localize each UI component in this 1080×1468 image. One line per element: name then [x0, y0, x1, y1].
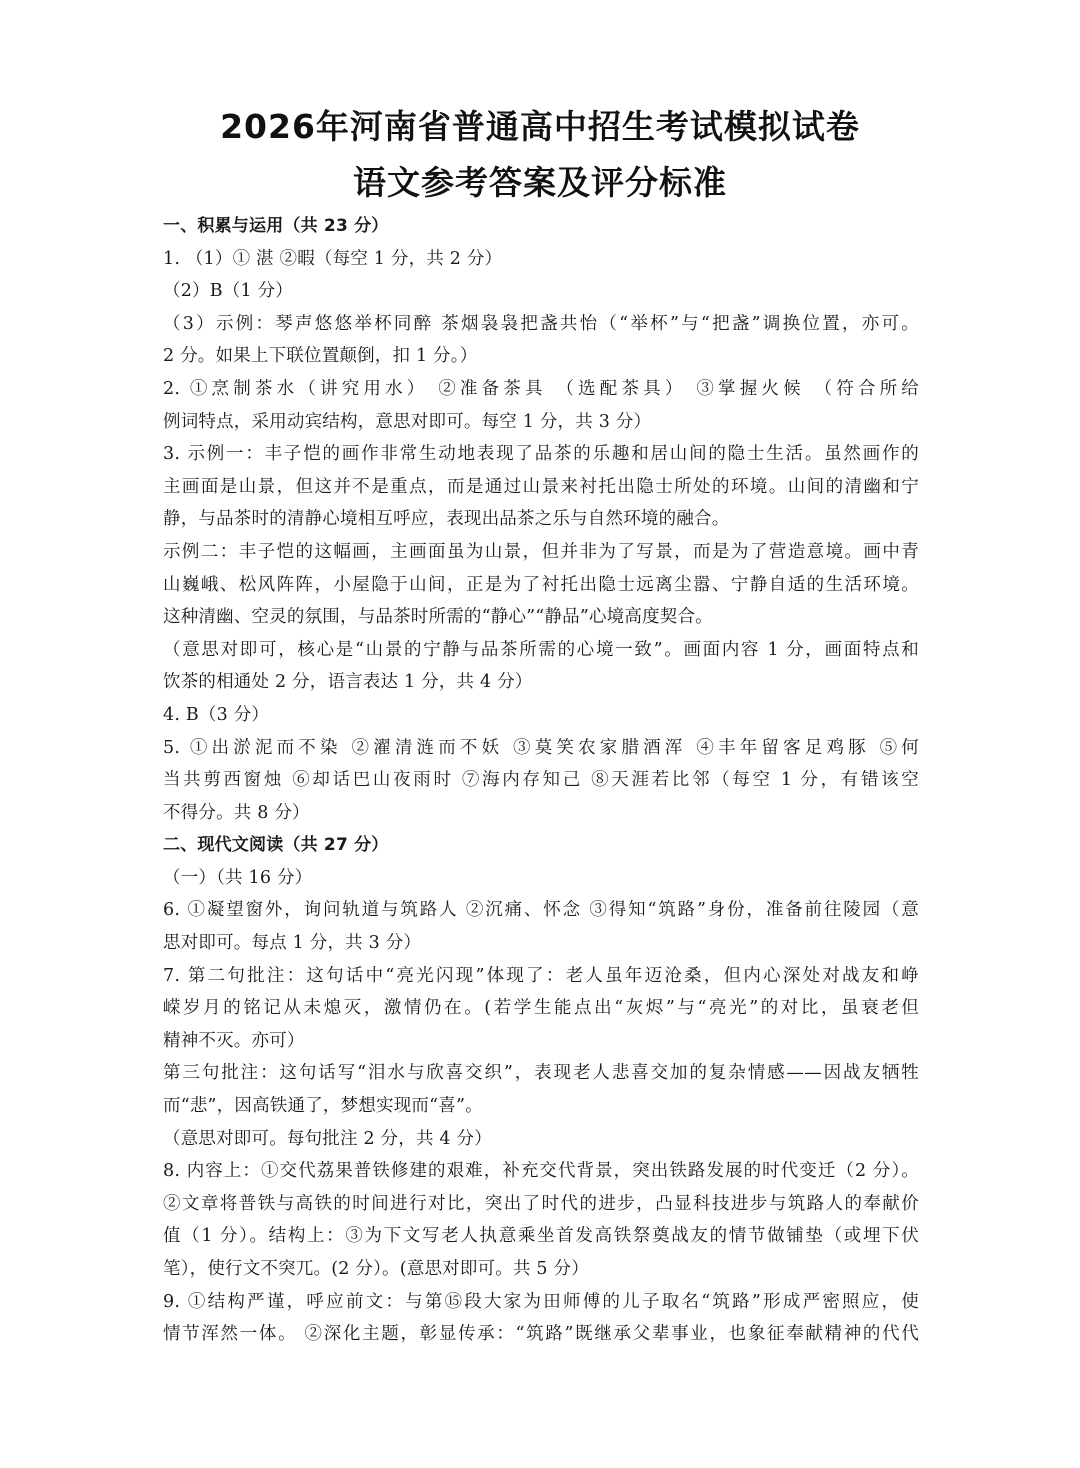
exam-title: 2026年河南省普通高中招生考试模拟试卷: [220, 107, 860, 146]
answer-line: 4. B（3 分）: [163, 704, 270, 725]
answer-line: 思对即可。每点 1 分，共 3 分）: [163, 933, 422, 954]
answer-line: 8. 内容上：①交代荔果普铁修建的艰难，补充交代背景，突出铁路发展的时代变迁（2 分）。: [163, 1161, 919, 1182]
answer-line: 7. 第二句批注：这句话中“亮光闪现”体现了：老人虽年迈沧桑，但内心深处对战友和峥: [163, 965, 919, 986]
answer-line: 情节浑然一体。 ②深化主题，彰显传承：“筑路”既继承父辈事业，也象征奉献精神的代代: [163, 1324, 919, 1345]
answer-line: 1. （1）① 湛 ②暇（每空 1 分，共 2 分）: [163, 248, 503, 269]
answer-line: ②文章将普铁与高铁的时间进行对比，突出了时代的进步，凸显科技进步与筑路人的奉献价: [163, 1193, 919, 1214]
answer-line: 精神不灭。亦可）: [163, 1030, 305, 1051]
answer-line: 嵘岁月的铭记从未熄灭，激情仍在。(若学生能点出“灰烬”与“亮光”的对比，虽衰老但: [163, 998, 919, 1019]
section-heading: 一、积累与运用（共 23 分）: [163, 216, 389, 236]
answer-line: 示例二：丰子恺的这幅画，主画面虽为山景，但并非为了写景，而是为了营造意境。画中青: [163, 541, 919, 562]
answer-line: 山巍峨、松风阵阵，小屋隐于山间，正是为了衬托出隐士远离尘嚣、宁静自适的生活环境。: [163, 574, 919, 595]
answer-line: 笔），使行文不突兀。(2 分）。(意思对即可。共 5 分）: [163, 1259, 589, 1279]
answer-line: （2）B（1 分）: [163, 281, 293, 302]
answer-line: 3. 示例一：丰子恺的画作非常生动地表现了品茶的乐趣和居山间的隐士生活。虽然画作的: [163, 444, 919, 465]
answer-line: 9. ①结构严谨，呼应前文：与第⑮段大家为田师傅的儿子取名“筑路”形成严密照应，使: [163, 1291, 919, 1312]
answer-line: 值（1 分）。结构上：③为下文写老人执意乘坐首发高铁祭奠战友的情节做铺垫（或埋下伏: [163, 1226, 919, 1247]
answer-line: （3）示例：琴声悠悠举杯同醉 茶烟袅袅把盏共怡（“举杯”与“把盏”调换位置，亦可。: [163, 313, 919, 334]
answer-key-subtitle: 语文参考答案及评分标准: [353, 163, 727, 202]
answer-line: 不得分。共 8 分）: [163, 802, 310, 823]
answer-line: （意思对即可，核心是“山景的宁静与品茶所需的心境一致”。画面内容 1 分，画面特点和: [163, 639, 919, 660]
answer-line: 饮茶的相通处 2 分，语言表达 1 分，共 4 分）: [163, 672, 533, 693]
answer-line: （一）（共 16 分）: [163, 867, 313, 888]
answer-line: 这种清幽、空灵的氛围，与品茶时所需的“静心”“静品”心境高度契合。: [163, 607, 713, 628]
answer-line: 静，与品茶时的清静心境相互呼应，表现出品茶之乐与自然环境的融合。: [163, 509, 730, 530]
answer-line: 第三句批注：这句话写“泪水与欣喜交织”，表现老人悲喜交加的复杂情感——因战友牺牲: [163, 1063, 919, 1084]
answer-line: 主画面是山景，但这并不是重点，而是通过山景来衬托出隐士所处的环境。山间的清幽和宁: [163, 476, 919, 497]
answer-line: 2. ①烹制茶水（讲究用水） ②准备茶具 （选配茶具） ③掌握火候 （符合所给: [163, 378, 919, 399]
answer-line: 5. ①出淤泥而不染 ②濯清涟而不妖 ③莫笑农家腊酒浑 ④丰年留客足鸡豚 ⑤何: [163, 737, 919, 758]
answer-line: （意思对即可。每句批注 2 分，共 4 分）: [163, 1128, 492, 1149]
answer-line: 而“悲”，因高铁通了，梦想实现而“喜”。: [163, 1096, 483, 1117]
answer-line: 例词特点，采用动宾结构，意思对即可。每空 1 分，共 3 分）: [163, 411, 652, 432]
section-heading: 二、现代文阅读（共 27 分）: [163, 835, 389, 856]
answer-line: 当共剪西窗烛 ⑥却话巴山夜雨时 ⑦海内存知己 ⑧天涯若比邻（每空 1 分，有错该空: [163, 770, 919, 791]
answer-line: 6. ①凝望窗外，询问轨道与筑路人 ②沉痛、怀念 ③得知“筑路”身份，准备前往陵园（意: [163, 900, 919, 921]
answer-line: 2 分。如果上下联位置颠倒，扣 1 分。）: [163, 346, 478, 367]
answer-content: [163, 210, 919, 1351]
